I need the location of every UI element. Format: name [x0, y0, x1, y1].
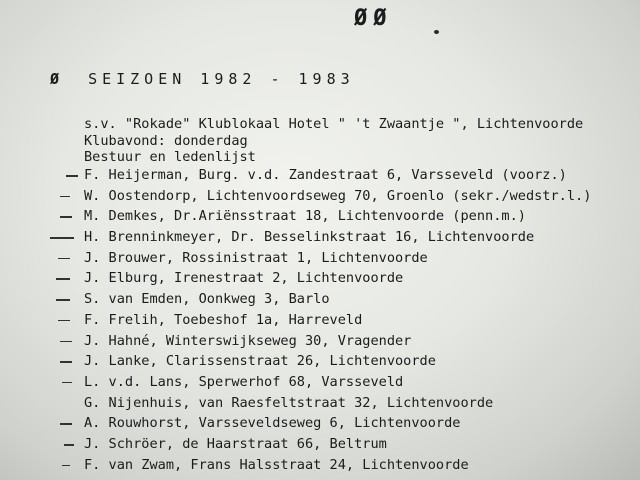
season-title: SEIZOEN 1982 - 1983 [88, 70, 355, 88]
member-entry: S. van Emden, Oonkweg 3, Barlo [84, 291, 330, 308]
member-entry: F. Frelih, Toebeshof 1a, Harreveld [84, 311, 363, 328]
margin-dash [60, 341, 72, 343]
margin-dash [62, 382, 72, 384]
page-number: ØØ [354, 6, 393, 31]
member-row [0, 249, 640, 270]
board-members-heading: Bestuur en ledenlijst [84, 149, 256, 166]
member-entry: J. Brouwer, Rossinistraat 1, Lichtenvoorde [84, 249, 428, 266]
margin-dash [50, 237, 74, 239]
member-entry: L. v.d. Lans, Sperwerhof 68, Varsseveld [84, 373, 404, 390]
member-row [0, 373, 640, 394]
member-row [0, 394, 640, 415]
margin-dash [64, 444, 74, 446]
margin-dash [66, 175, 78, 177]
member-entry: A. Rouwhorst, Varsseveldseweg 6, Lichtenvoorde [84, 415, 461, 432]
margin-dash [60, 361, 72, 363]
margin-dash [62, 465, 70, 467]
member-row [0, 207, 640, 228]
member-entry: J. Elburg, Irenestraat 2, Lichtenvoorde [84, 270, 404, 287]
member-entry: J. Schröer, de Haarstraat 66, Beltrum [84, 435, 387, 452]
member-row [0, 187, 640, 208]
member-entry: H. Brenninkmeyer, Dr. Besselinkstraat 16, Lichtenvoorde [84, 229, 535, 246]
heading-bullet: Ø [50, 70, 65, 88]
margin-dash [58, 320, 70, 322]
member-row [0, 352, 640, 373]
member-row [0, 414, 640, 435]
member-row [0, 332, 640, 353]
member-entry: J. Hahné, Winterswijkseweg 30, Vragender [84, 332, 412, 349]
margin-dash [60, 423, 72, 425]
ink-speck [434, 30, 439, 34]
club-evening-line: Klubavond: donderdag [84, 132, 248, 149]
margin-dash [56, 278, 70, 280]
member-row [0, 290, 640, 311]
member-row [0, 228, 640, 249]
member-entry: G. Nijenhuis, van Raesfeltstraat 32, Lichtenvoorde [84, 394, 494, 411]
member-row [0, 311, 640, 332]
member-entry: F. Heijerman, Burg. v.d. Zandestraat 6, Varsseveld (voorz.) [84, 167, 567, 183]
member-list [0, 166, 640, 476]
margin-dash [60, 216, 72, 218]
margin-dash [58, 258, 70, 260]
member-row [0, 456, 640, 477]
member-entry: F. van Zwam, Frans Halsstraat 24, Lichtenvoorde [84, 456, 469, 473]
member-row [0, 166, 640, 187]
member-entry: W. Oostendorp, Lichtenvoordseweg 70, Groenlo (sekr./wedstr.l.) [84, 187, 592, 204]
club-venue-line: s.v. "Rokade" Klublokaal Hotel " 't Zwaantje ", Lichtenvoorde [84, 116, 584, 132]
margin-dash [56, 299, 70, 301]
club-info [84, 116, 583, 166]
member-row [0, 269, 640, 290]
member-entry: J. Lanke, Clarissenstraat 26, Lichtenvoorde [84, 353, 436, 370]
margin-dash [60, 196, 70, 198]
member-row [0, 435, 640, 456]
member-entry: M. Demkes, Dr.Ariënsstraat 18, Lichtenvoorde (penn.m.) [84, 208, 526, 225]
season-heading [50, 70, 355, 88]
